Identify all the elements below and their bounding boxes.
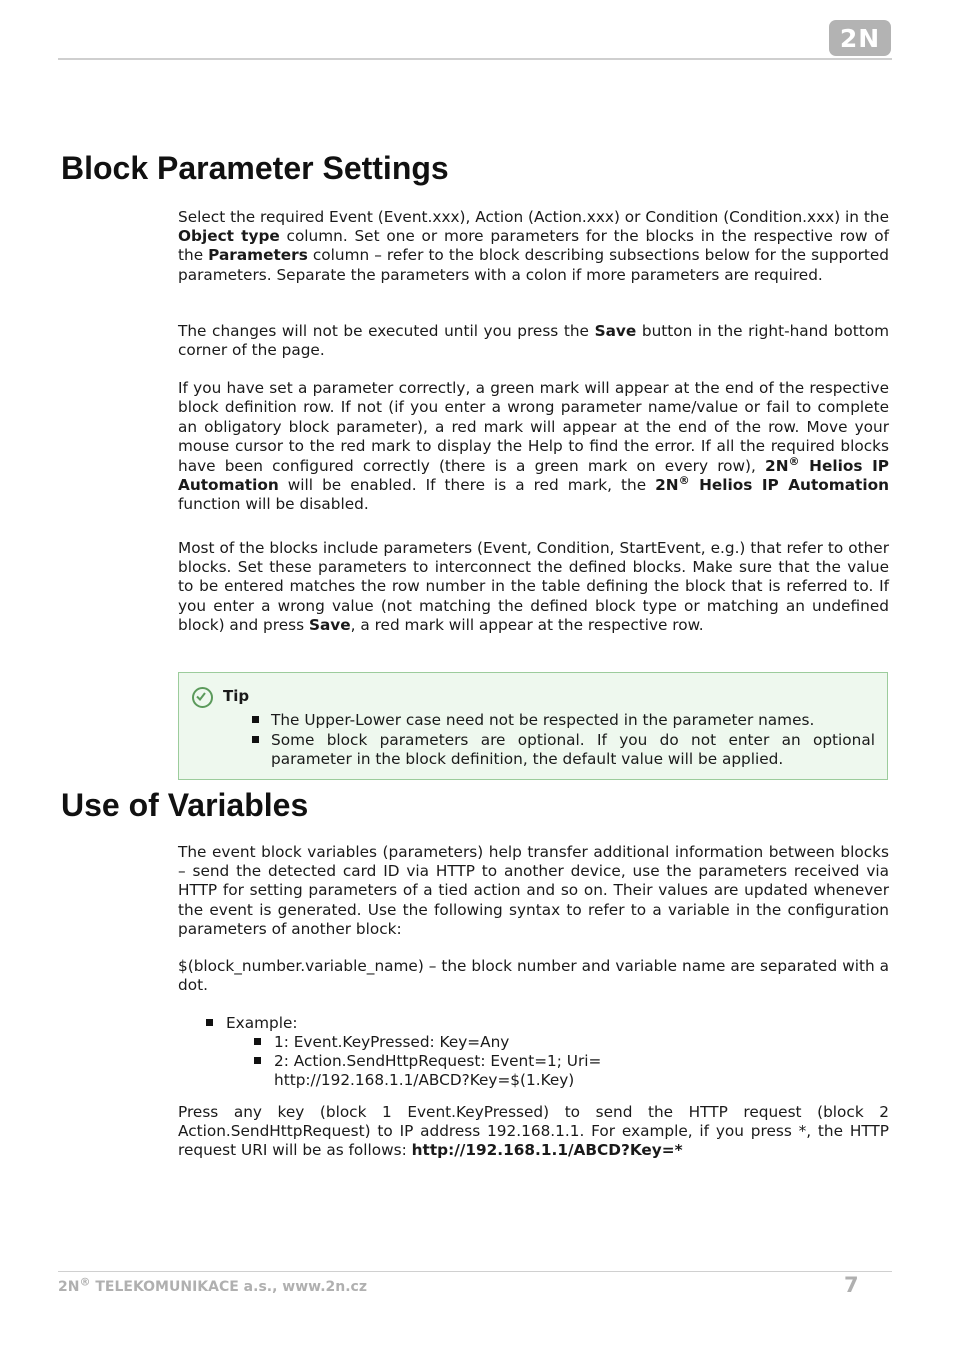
paragraph-example-explanation: Press any key (block 1 Event.KeyPressed) to send the HTTP request (block 2 Action.SendHttpRequest) to IP address 192.168.1.1. For example, if you press *, the HTTP request URI will be as follows: http://192.168.1.1/ABCD?Key=* <box>178 1103 889 1160</box>
check-circle-icon <box>192 687 213 708</box>
paragraph-variables-intro: The event block variables (parameters) help transfer additional information between blocks – send the detected card ID via HTTP to another device, use the parameters received via HTTP for setting parameters of a tied action and so on. Their values are updated whenever the event is generated. Use the following syntax to refer to a variable in the configuration parameters of another block: <box>178 843 889 938</box>
list-item: 1: Event.KeyPressed: Key=Any <box>274 1033 674 1052</box>
paragraph-object-type: Select the required Event (Event.xxx), Action (Action.xxx) or Condition (Condition.xxx) in the Object type column. Set one or more parameters for the blocks in the respective row of the Parameters column – refer to the block describing subsections below for the supported parameters. Separate the parameters with a colon if more parameters are required. <box>178 208 889 284</box>
list-item: Some block parameters are optional. If you do not enter an optional parameter in the block definition, the default value will be applied. <box>271 731 875 770</box>
section-title-block-parameter-settings: Block Parameter Settings <box>61 150 449 186</box>
page-number: 7 <box>844 1273 859 1297</box>
paragraph-save: The changes will not be executed until you press the Save button in the right-hand bottom corner of the page. <box>178 322 890 360</box>
paragraph-references: Most of the blocks include parameters (Event, Condition, StartEvent, e.g.) that refer to other blocks. Set these parameters to interconnect the defined blocks. Make sure that the value to be entered matches the row number in the table defining the block that is referred to. If you enter a wrong value (not matching the defined block type or matching an undefined block) and press Save, a red mark will appear at the respective row. <box>178 539 889 634</box>
example-list <box>274 1033 674 1091</box>
paragraph-syntax: $(block_number.variable_name) – the block number and variable name are separated with a dot. <box>178 957 889 995</box>
header-rule <box>58 58 892 60</box>
tip-list <box>271 711 875 770</box>
2n-logo: 2N <box>829 20 891 56</box>
section-title-use-of-variables: Use of Variables <box>61 787 309 823</box>
tip-title: Tip <box>223 687 250 705</box>
footer-text: 2N® TELEKOMUNIKACE a.s., www.2n.cz <box>58 1275 367 1295</box>
footer-rule <box>58 1271 892 1272</box>
example-item: Example: <box>226 1014 298 1033</box>
list-item: 2: Action.SendHttpRequest: Event=1; Uri= <box>274 1052 674 1071</box>
paragraph-marks: If you have set a parameter correctly, a green mark will appear at the end of the respective block definition row. If not (if you enter a wrong parameter name/value or fail to complete an obligatory block parameter), a red mark will appear at the end of the row. Move your mouse cursor to the red mark to display the Help to find the error. If all the required blocks have been configured correctly (there is a green mark on every row), 2N® Helios IP Automation will be enabled. If there is a red mark, the 2N® Helios IP Automation function will be disabled. <box>178 379 889 514</box>
list-item-continuation: http://192.168.1.1/ABCD?Key=$(1.Key) <box>274 1071 575 1090</box>
list-item: The Upper-Lower case need not be respected in the parameter names. <box>271 711 875 731</box>
tip-box <box>178 672 888 780</box>
